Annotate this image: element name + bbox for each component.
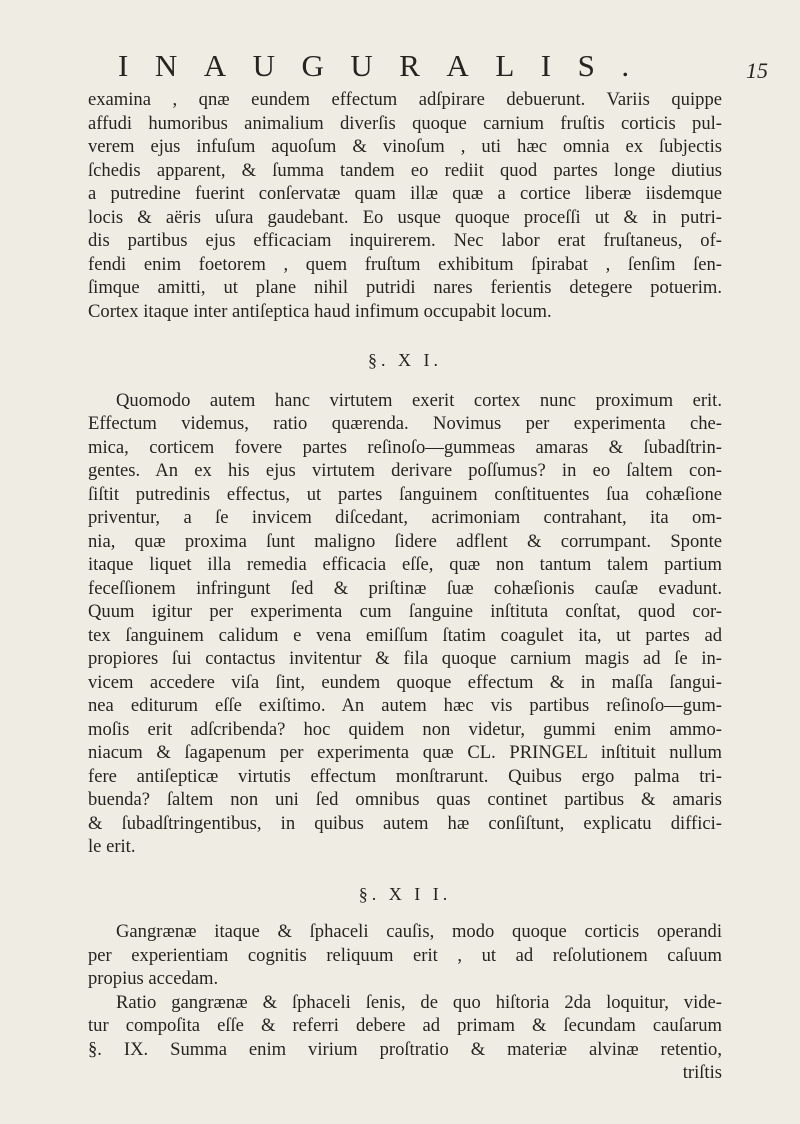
text-line: mica, corticem fovere partes reſinoſo—gummeas amaras & ſubadſtrin- bbox=[88, 436, 722, 458]
text-line: verem ejus infuſum aquoſum & vinoſum , uti hæc omnia ex ſubjectis bbox=[88, 136, 722, 157]
text-line: itaque liquet illa remedia efficacia eſſe, quæ non tantum talem partium bbox=[88, 554, 722, 575]
text-line: ſiſtit putredinis effectus, ut partes ſanguinem conſtituentes ſua cohæſione bbox=[88, 483, 722, 505]
page-body bbox=[88, 88, 722, 1085]
text-line: Quum igitur per experimenta cum ſanguine inſtituta conſtat, quod cor- bbox=[88, 601, 722, 622]
section-11-text bbox=[88, 389, 722, 859]
text-line: ſchedis apparent, & ſumma tandem eo rediit quod partes longe diutius bbox=[88, 159, 722, 181]
text-line: §. IX. Summa enim virium proſtratio & materiæ alvinæ retentio, bbox=[88, 1038, 722, 1060]
text-line: dis partibus ejus efficaciam inquirerem. Nec labor erat fruſtaneus, of- bbox=[88, 230, 722, 251]
page-header bbox=[0, 48, 800, 88]
text-line: Gangrænæ itaque & ſphaceli cauſis, modo quoque corticis operandi bbox=[116, 921, 722, 942]
text-line: propiores ſui contactus invitentur & fila quoque carnium magis ad ſe in- bbox=[88, 648, 722, 669]
text-line: niacum & ſagapenum per experimenta quæ CL. PRINGEL inſtituit nullum bbox=[88, 742, 722, 763]
text-line: per experientiam cognitis reliquum erit , ut ad reſolutionem caſuum bbox=[88, 944, 722, 966]
text-line: tex ſanguinem calidum e vena emiſſum ſtatim coagulet ita, ut partes ad bbox=[88, 624, 722, 646]
text-line: Effectum videmus, ratio quærenda. Novimus per experimenta che- bbox=[88, 413, 722, 434]
text-line: fendi enim foetorem , quem fruſtum exhibitum ſpirabat , ſenſim ſen- bbox=[88, 253, 722, 275]
text-line: le erit. bbox=[88, 836, 136, 857]
paragraph-1 bbox=[88, 88, 722, 323]
catchword: triſtis bbox=[682, 1062, 722, 1083]
text-line: tur compoſita eſſe & referri debere ad primam & ſecundam cauſarum bbox=[88, 1015, 722, 1036]
text-line: ſimque amitti, ut plane nihil putridi nares ferientis detegere potuerim. bbox=[88, 277, 722, 298]
text-line: Cortex itaque inter antiſeptica haud infimum occupabit locum. bbox=[88, 300, 552, 322]
page-number: 15 bbox=[746, 58, 768, 83]
text-line: Quomodo autem hanc virtutem exerit cortex nunc proximum erit. bbox=[116, 389, 722, 411]
text-line: vicem accedere viſa ſint, eundem quoque effectum & in maſſa ſangui- bbox=[88, 671, 722, 693]
text-line: examina , qnæ eundem effectum adſpirare debuerunt. Variis quippe bbox=[88, 89, 722, 110]
text-line: affudi humoribus animalium diverſis quoque carnium fruſtis corticis pul- bbox=[88, 112, 722, 134]
text-line: moſis erit adſcribenda? hoc quidem non videtur, gummi enim ammo- bbox=[88, 718, 722, 740]
section-12-text bbox=[88, 920, 722, 1085]
text-line: & ſubadſtringentibus, in quibus autem hæ conſiſtunt, explicatu diffici- bbox=[88, 812, 722, 834]
section-heading-11: §. X I. bbox=[368, 350, 442, 370]
text-line: locis & aëris uſura gaudebant. Eo usque quoque proceſſi ut & in putri- bbox=[88, 206, 722, 228]
text-line: Ratio gangrænæ & ſphaceli ſenis, de quo hiſtoria 2da loquitur, vide- bbox=[116, 991, 722, 1013]
text-line: fere antiſepticæ virtutis effectum monſtrarunt. Quibus ergo palma tri- bbox=[88, 765, 722, 787]
text-line: nia, quæ proxima ſunt maligno ſidere adflent & corrumpant. Sponte bbox=[88, 530, 722, 552]
text-line: nea editurum eſſe exiſtimo. An autem hæc vis partibus reſinoſo—gum- bbox=[88, 695, 722, 716]
running-title: INAUGURALIS. bbox=[118, 48, 656, 83]
text-line: buenda? ſaltem non uni ſed omnibus quas continet partibus & amaris bbox=[88, 789, 722, 810]
section-heading-12: §. X I I. bbox=[358, 883, 452, 904]
text-line: priventur, a ſe invicem diſcedant, acrimoniam contrahant, ita om- bbox=[88, 507, 722, 528]
text-line: propius accedam. bbox=[88, 968, 219, 989]
text-line: gentes. An ex his ejus virtutem derivare poſſumus? in eo ſaltem con- bbox=[88, 460, 722, 481]
text-line: a putredine fuerint conſervatæ quam illæ quæ a cortice liberæ iisdemque bbox=[88, 183, 722, 204]
text-line: feceſſionem infringunt ſed & priſtinæ ſuæ cohæſionis cauſæ evadunt. bbox=[88, 577, 722, 599]
